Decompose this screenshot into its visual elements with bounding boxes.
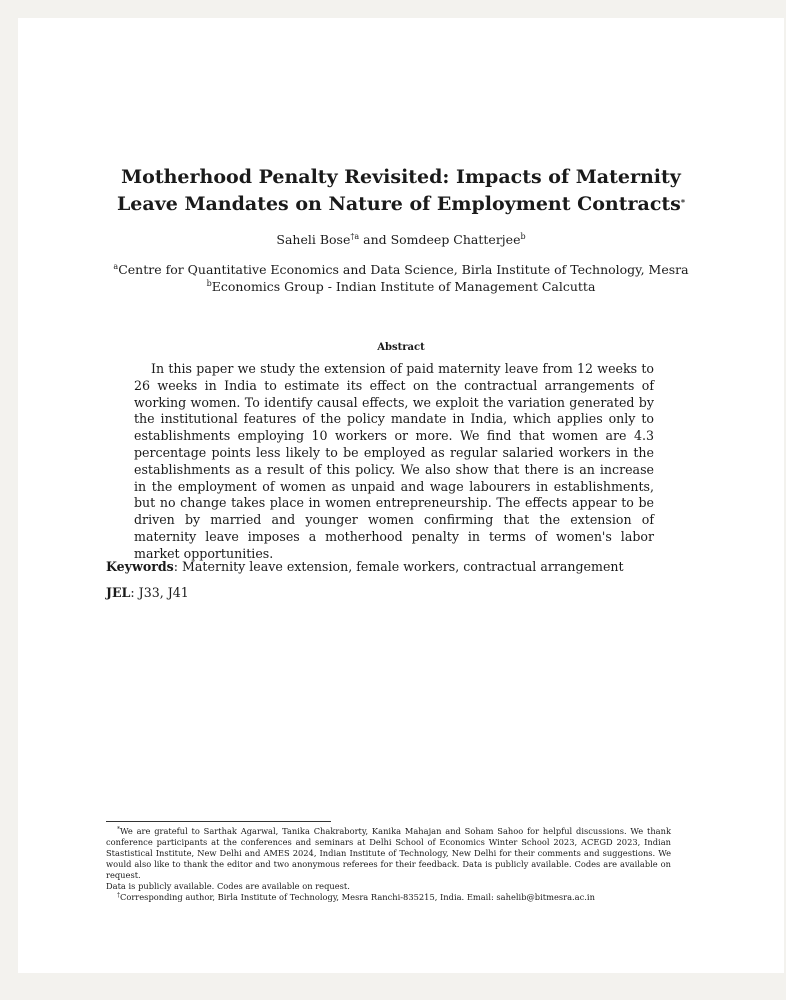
jel-line xyxy=(106,585,189,600)
author-1-name: Saheli Bose xyxy=(276,232,351,247)
abstract-heading: Abstract xyxy=(377,342,425,353)
keywords-line xyxy=(106,559,624,574)
author-2-name: Somdeep Chatterjee xyxy=(390,232,521,247)
author-1-mark[interactable]: †a xyxy=(350,232,360,241)
author-joiner: and xyxy=(359,232,391,247)
affiliation-b xyxy=(18,278,784,295)
author-list xyxy=(18,232,784,247)
affiliation-a-mark: a xyxy=(113,262,119,271)
title-footnote-mark[interactable]: * xyxy=(680,197,686,207)
title-line-1: Motherhood Penalty Revisited: Impacts of Maternity xyxy=(121,166,681,188)
footnote-divider xyxy=(106,821,331,822)
footnote-data-note: Data is publicly available. Codes are available on request. xyxy=(106,881,350,891)
footnote-acknowledgements xyxy=(106,826,671,881)
keywords-text: : Maternity leave extension, female workers, contractual arrangement xyxy=(173,559,624,574)
title-line-2-text: Leave Mandates on Nature of Employment Contracts xyxy=(116,193,681,215)
footnote-corresponding xyxy=(106,892,671,903)
footnote-1-text: We are grateful to Sarthak Agarwal, Tanika Chakraborty, Kanika Mahajan and Soham Sahoo for helpful discussions. We thank conference participants at the conferences and seminars at Delhi School of Economics Winter School 2023, ACEGD 2023, Indian Stastistical Institute, New Delhi and AMES 2024, Indian Institute of Technology, New Delhi for their comments and suggestions. We would also like to thank the editor and two anonymous referees for their feedback. Data is publicly available. Codes are available on request. xyxy=(106,826,671,880)
affiliation-b-text: Economics Group - Indian Institute of Management Calcutta xyxy=(211,279,596,294)
title-line-2 xyxy=(18,191,784,218)
keywords-label: Keywords xyxy=(106,559,174,574)
jel-label: JEL xyxy=(106,585,131,600)
footnotes xyxy=(106,826,671,903)
paper-title xyxy=(18,164,784,218)
affiliations xyxy=(18,261,784,295)
footnote-2-mark: † xyxy=(117,892,120,899)
affiliation-a xyxy=(18,261,784,278)
affiliation-b-mark: b xyxy=(206,279,212,288)
jel-text: : J33, J41 xyxy=(130,585,189,600)
affiliation-a-text: Centre for Quantitative Economics and Data Science, Birla Institute of Technology, Mesra xyxy=(118,262,689,277)
paper-page xyxy=(18,18,784,973)
footnote-1-mark: * xyxy=(117,826,120,833)
author-2-mark: b xyxy=(520,232,526,241)
footnote-2-text: Corresponding author, Birla Institute of Technology, Mesra Ranchi-835215, India. Email: sahelib@bitmesra.ac.in xyxy=(120,892,595,902)
abstract-body: In this paper we study the extension of paid maternity leave from 12 weeks to 26 weeks in India to estimate its effect on the contractual arrangements of working women. To identify causal effects, we exploit the variation generated by the institutional features of the policy mandate in India, which applies only to establishments employing 10 workers or more. We find that women are 4.3 percentage points less likely to be employed as regular salaried workers in the establishments as a result of this policy. We also show that there is an increase in the employment of women as unpaid and wage labourers in establishments, but no change takes place in women entrepreneurship. The effects appear to be driven by married and younger women confirming that the extension of maternity leave imposes a motherhood penalty in terms of women's labor market opportunities. xyxy=(134,361,654,561)
